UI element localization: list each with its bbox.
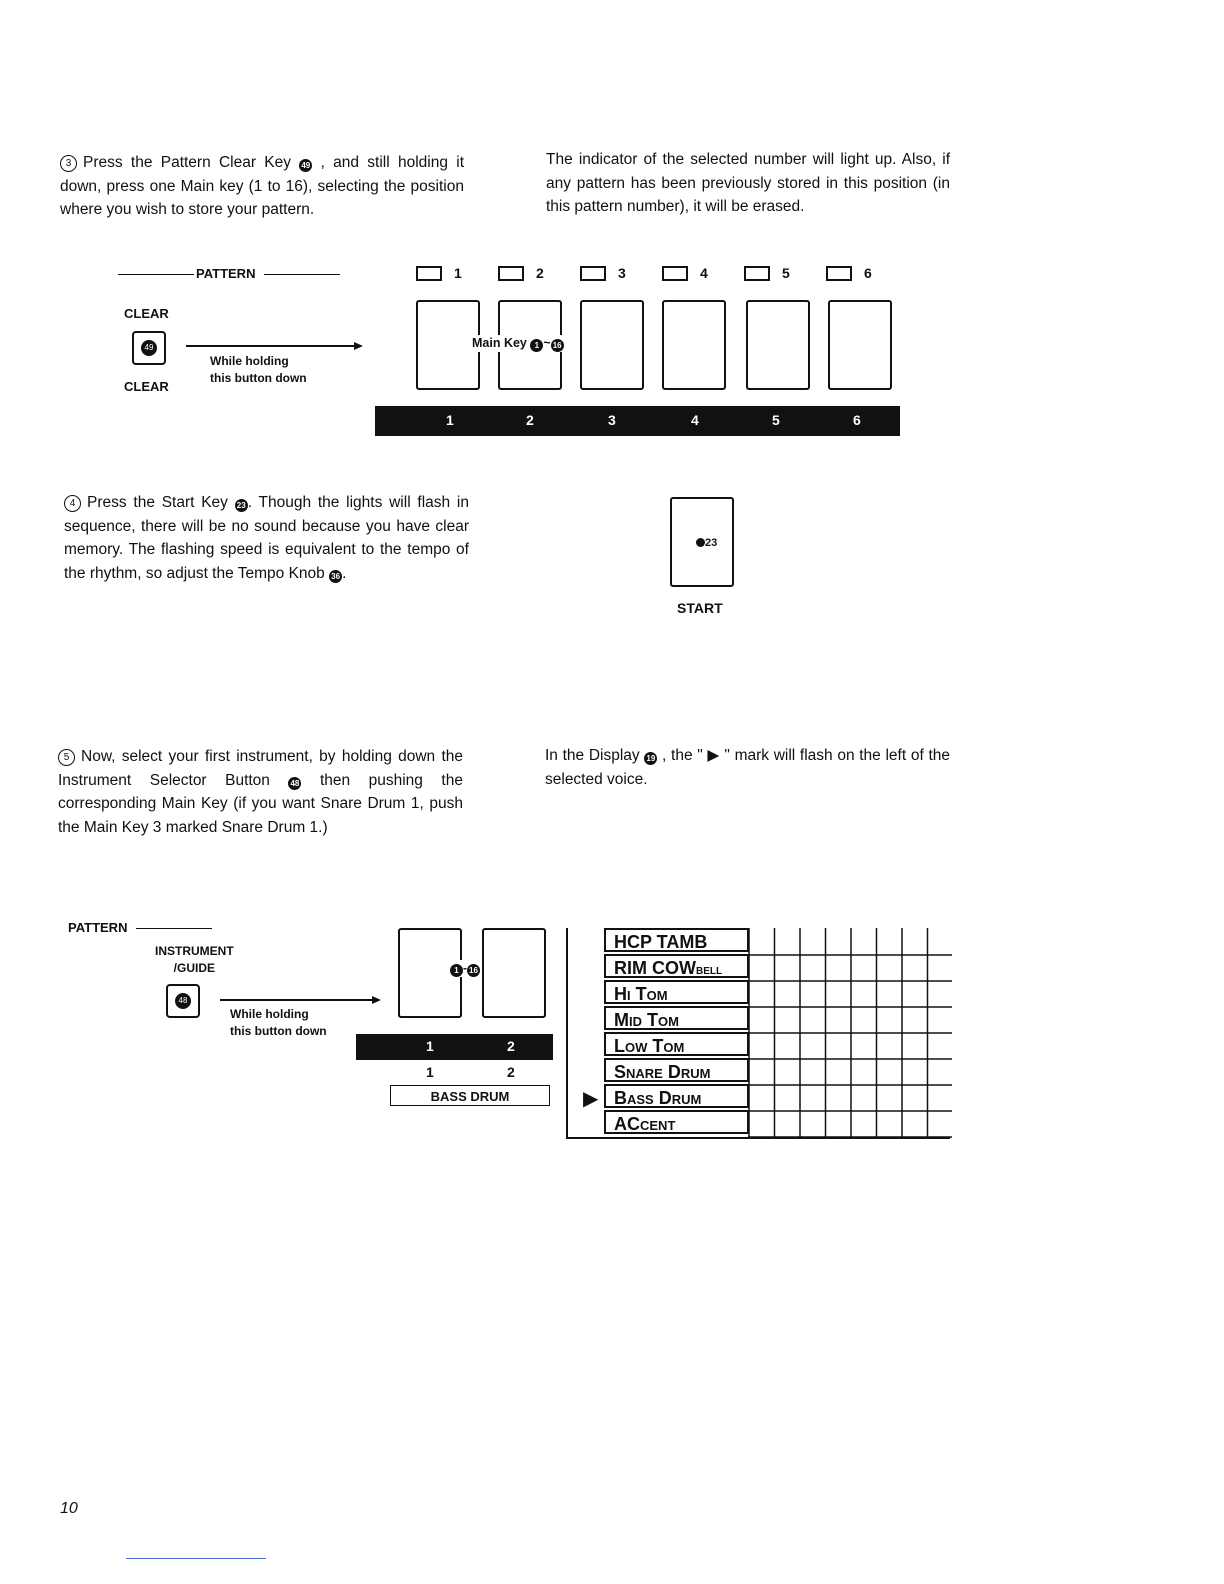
step3-number: 3 xyxy=(60,155,77,172)
indicator-number-6: 6 xyxy=(864,265,872,281)
holding-text-2: While holding this button down xyxy=(230,1007,327,1038)
main-key-6[interactable] xyxy=(828,300,892,390)
start-key-marker: 23 xyxy=(696,537,717,549)
indicator-3 xyxy=(580,266,606,281)
indicator-1 xyxy=(416,266,442,281)
indicator-number-5: 5 xyxy=(782,265,790,281)
instrument-guide-button[interactable] xyxy=(166,984,200,1018)
start-key-dot-icon xyxy=(696,538,705,547)
display-row-snare-drum: SNARE DRUM xyxy=(604,1058,749,1082)
display-row-low-tom: LOW TOM xyxy=(604,1032,749,1056)
clear-label-bottom: CLEAR xyxy=(124,379,169,394)
pattern-clear-button[interactable] xyxy=(132,331,166,365)
display-row-hi-tom: HI TOM xyxy=(604,980,749,1004)
step5-text: 5 Now, select your first instrument, by holding down the Instrument Selector Button 48 then pushing the corresponding Main Key (if you want Snare Drum 1, push the Main Key 3 marked Snare Drum 1.) xyxy=(58,748,463,836)
page-number: 10 xyxy=(60,1500,78,1517)
holding-arrow-head-2 xyxy=(372,996,381,1004)
number-bar xyxy=(375,406,900,436)
indicator-4 xyxy=(662,266,688,281)
bar-number-5: 5 xyxy=(772,412,780,428)
indicator-number-3: 3 xyxy=(618,265,626,281)
step5-number: 5 xyxy=(58,749,75,766)
display-row-bass-drum: BASS DRUM xyxy=(604,1084,749,1108)
step4-text: 4 Press the Start Key 23 . Though the lights will flash in sequence, there will be no sound because you have clear memory. The flashing speed is equivalent to the tempo of the rhythm, so adjust the Tempo Knob 36 . xyxy=(64,494,469,582)
bar-number-2: 2 xyxy=(526,412,534,428)
below-number-2: 2 xyxy=(507,1064,515,1080)
display-row-accent: ACCENT xyxy=(604,1110,749,1134)
pattern-line-2 xyxy=(136,928,212,929)
main-key-5[interactable] xyxy=(746,300,810,390)
main-key-4[interactable] xyxy=(662,300,726,390)
key-range-label: 1 - 16 xyxy=(448,960,482,977)
bar-number-6: 6 xyxy=(853,412,861,428)
display-row-rim-cowbell: RIM COWBELL xyxy=(604,954,749,978)
bar-number-3: 3 xyxy=(608,412,616,428)
indicator-6 xyxy=(826,266,852,281)
bar-number-1: 1 xyxy=(446,412,454,428)
start-label: START xyxy=(677,600,723,616)
step5-right-text: In the Display 19 , the " ▶ " mark will flash on the left of the selected voice. xyxy=(545,747,950,788)
main-key-b[interactable] xyxy=(482,928,546,1018)
pattern-line-right xyxy=(264,274,340,275)
pattern-line-left xyxy=(118,274,194,275)
main-key-label: Main Key 1 ~ 16 xyxy=(470,335,566,352)
start-key[interactable] xyxy=(670,497,734,587)
holding-arrow-head xyxy=(354,342,363,350)
step4-number: 4 xyxy=(64,495,81,512)
instrument-guide-label: INSTRUMENT /GUIDE xyxy=(155,944,234,975)
pattern-label-2: PATTERN xyxy=(68,920,128,935)
clear-label-top: CLEAR xyxy=(124,306,169,321)
indicator-number-4: 4 xyxy=(700,265,708,281)
bar2-number-1: 1 xyxy=(426,1038,434,1054)
display-bracket-vertical xyxy=(566,928,568,1138)
indicator-5 xyxy=(744,266,770,281)
holding-arrow-line-2 xyxy=(220,999,372,1001)
instrument-selector-ref: 48 xyxy=(288,777,301,790)
main-key-3[interactable] xyxy=(580,300,644,390)
indicator-2 xyxy=(498,266,524,281)
display-row-hcp-tamb: HCP TAMB xyxy=(604,928,749,952)
selected-voice-marker: ▶ xyxy=(583,1088,599,1110)
clear-button-icon: 49 xyxy=(141,340,157,356)
indicator-number-2: 2 xyxy=(536,265,544,281)
start-key-ref: 23 xyxy=(235,499,248,512)
number-bar-2 xyxy=(356,1034,553,1060)
display-grid xyxy=(748,928,952,1140)
footer-link-line xyxy=(126,1558,266,1559)
step3-right-text: The indicator of the selected number will light up. Also, if any pattern has been previously stored in this position (in this pattern number), it will be erased. xyxy=(546,151,950,215)
holding-text: While holding this button down xyxy=(210,354,307,385)
indicator-number-1: 1 xyxy=(454,265,462,281)
instrument-button-icon: 48 xyxy=(175,993,191,1009)
bass-drum-label: BASS DRUM xyxy=(390,1085,550,1106)
pattern-clear-key-ref: 49 xyxy=(299,159,312,172)
step3-text: 3 Press the Pattern Clear Key 49 , and still holding it down, press one Main key (1 to 16), selecting the position where you wish to store your pattern. xyxy=(60,154,464,218)
below-number-1: 1 xyxy=(426,1064,434,1080)
pattern-label: PATTERN xyxy=(196,266,256,281)
bar-number-4: 4 xyxy=(691,412,699,428)
display-row-mid-tom: MID TOM xyxy=(604,1006,749,1030)
tempo-knob-ref: 36 xyxy=(329,570,342,583)
holding-arrow-line xyxy=(186,345,354,347)
bar2-number-2: 2 xyxy=(507,1038,515,1054)
display-ref: 19 xyxy=(644,752,657,765)
